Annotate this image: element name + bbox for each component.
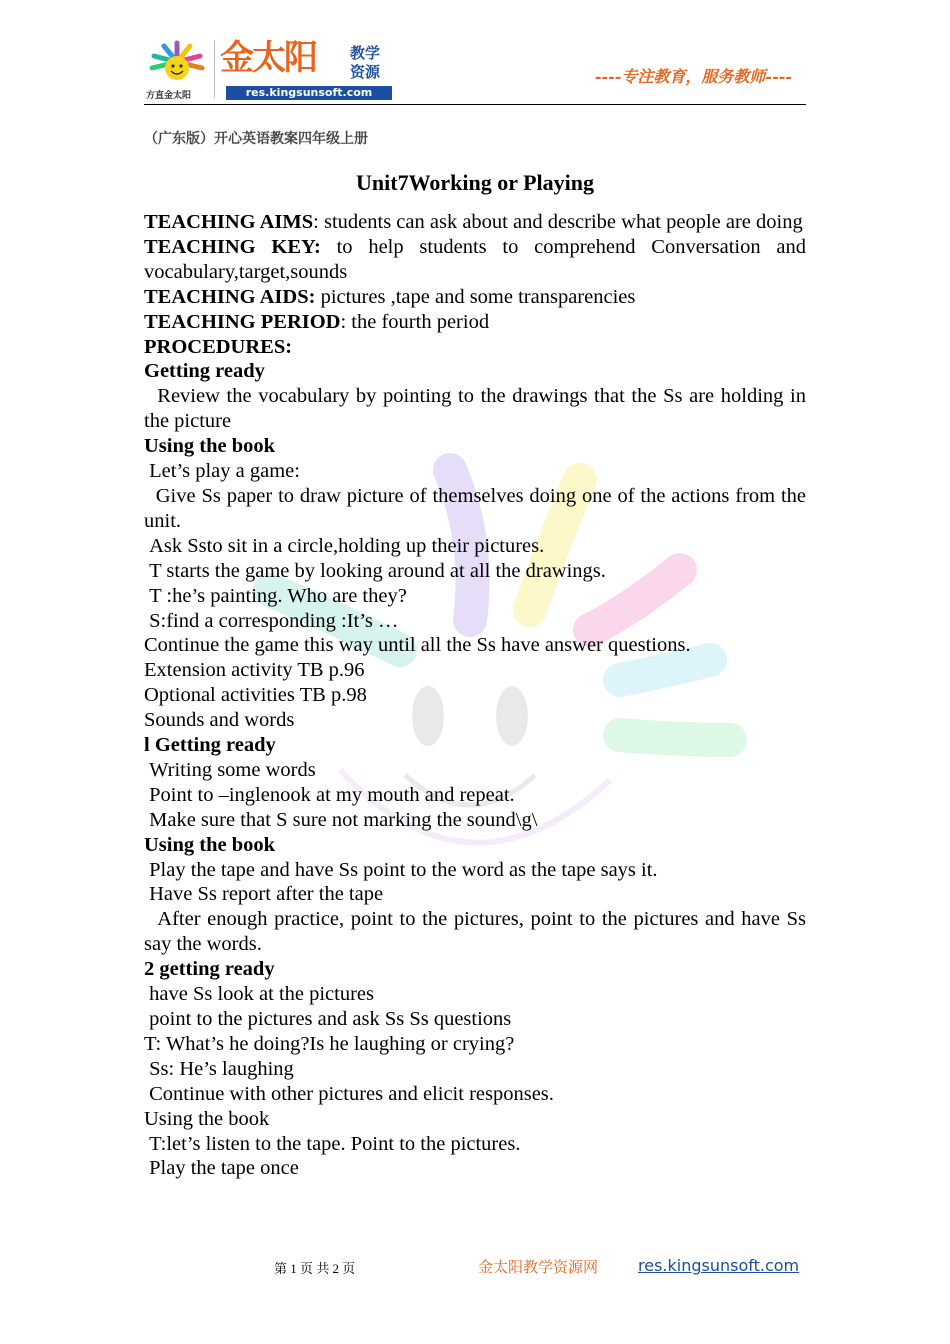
paragraph: Point to –inglenook at my mouth and repeat. (144, 783, 515, 806)
section-heading: Getting ready (144, 360, 265, 383)
aims-text: : students can ask about and describe what people are doing (313, 211, 803, 233)
logo-small-text: 方直金太阳 (146, 91, 192, 101)
paragraph: Continue the game this way until all the Ss have answer questions. (144, 634, 691, 657)
paragraph: Sounds and words (144, 709, 295, 732)
aims-label: TEACHING AIMS (144, 211, 314, 233)
paragraph: Give Ss paper to draw picture of themselves doing one of the actions from the unit. (144, 484, 812, 532)
teaching-period (144, 310, 806, 335)
footer-brand: 金太阳教学资源网 (478, 1258, 599, 1276)
paragraph: Review the vocabulary by pointing to the drawings that the Ss are holding in the picture (144, 385, 812, 433)
paragraph: Writing some words (144, 758, 316, 781)
logo-subtitle: 教学资源 (350, 44, 381, 81)
paragraph: Optional activities TB p.98 (144, 684, 367, 707)
aids-text: pictures ,tape and some transparencies (315, 285, 636, 308)
footer-url-link[interactable]: res.kingsunsoft.com (638, 1256, 800, 1275)
section-heading: l Getting ready (144, 734, 276, 757)
teaching-aims (144, 210, 806, 235)
paragraph: Have Ss report after the tape (144, 883, 384, 906)
paragraph: Ss: He’s laughing (144, 1057, 294, 1080)
document-subtitle: （广东版）开心英语教案四年级上册 (144, 131, 368, 147)
paragraph: Let’s play a game: (144, 460, 300, 483)
paragraph: Continue with other pictures and elicit responses. (144, 1082, 554, 1105)
logo-url: res.kingsunsoft.com (226, 86, 392, 100)
paragraph: T: What’s he doing?Is he laughing or crying? (144, 1032, 515, 1055)
document-title: Unit7Working or Playing (356, 170, 594, 195)
paragraph: Extension activity TB p.96 (144, 659, 365, 682)
key-text: to help students to comprehend Conversation and vocabulary,target,sounds (144, 235, 806, 283)
paragraph: have Ss look at the pictures (144, 983, 375, 1006)
paragraph: T:let’s listen to the tape. Point to the pictures. (144, 1132, 521, 1155)
teaching-aids (144, 285, 806, 310)
paragraph: T :he’s painting. Who are they? (144, 584, 407, 607)
paragraph: S:find a corresponding :It’s … (144, 609, 399, 632)
paragraph: point to the pictures and ask Ss Ss questions (144, 1008, 512, 1030)
paragraph: After enough practice, point to the pictures, point to the pictures and have Ss say the words. (144, 908, 812, 956)
teaching-key (144, 235, 806, 285)
logo-name: 金太阳 (220, 38, 316, 78)
key-label: TEACHING KEY: (144, 235, 321, 258)
page-header (144, 36, 806, 105)
page-number: 第 1 页 共 2 页 (274, 1261, 356, 1276)
paragraph: Ask Ssto sit in a circle,holding up their pictures. (144, 534, 545, 557)
aids-label: TEACHING AIDS: (144, 285, 316, 308)
section-heading: Using the book (144, 833, 276, 856)
paragraph: T starts the game by looking around at all the drawings. (144, 559, 606, 582)
document-body (144, 210, 812, 1181)
logo-divider (214, 40, 215, 98)
section-heading: Using the book (144, 435, 276, 458)
procedures-heading: PROCEDURES: (144, 335, 293, 358)
period-text: : the fourth period (340, 310, 490, 333)
paragraph: Make sure that S sure not marking the sound\g\ (144, 808, 538, 831)
header-slogan: ----专注教育，服务教师---- (594, 67, 792, 86)
paragraph: Play the tape and have Ss point to the word as the tape says it. (144, 858, 658, 881)
paragraph: Using the book (144, 1107, 270, 1130)
paragraph: Play the tape once (144, 1157, 299, 1180)
section-heading: 2 getting ready (144, 958, 275, 981)
period-label: TEACHING PERIOD (144, 310, 341, 333)
